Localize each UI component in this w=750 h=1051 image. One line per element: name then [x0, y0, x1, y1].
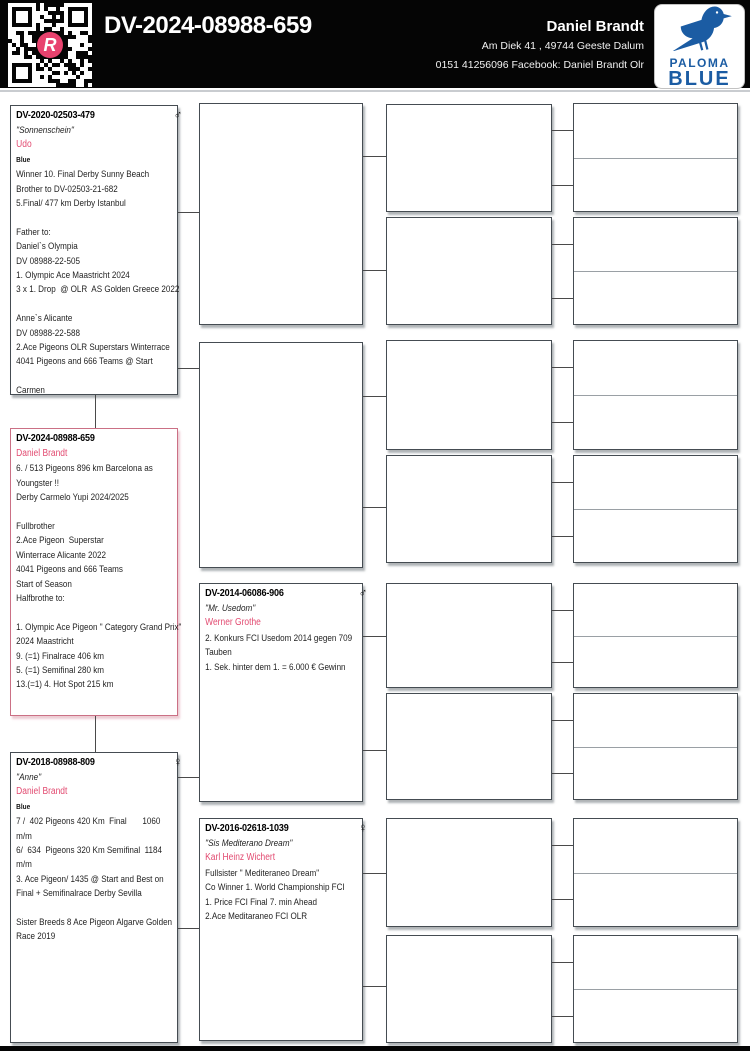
connector-line — [178, 928, 199, 929]
achievement-line: DV 08988-22-505 — [16, 254, 80, 266]
connector-line — [363, 396, 386, 397]
owner-contact: 0151 41256096 Facebook: Daniel Brandt Olr — [435, 59, 644, 71]
footer-bar — [0, 1046, 750, 1051]
connector-line — [178, 368, 199, 369]
pigeon-icon — [663, 5, 737, 51]
pair-divider-line — [574, 873, 737, 874]
color-line: Blue — [16, 801, 31, 811]
pair-divider-line — [574, 636, 737, 637]
fancier-name: Udo — [16, 139, 32, 151]
achievement-lines — [205, 866, 367, 924]
connector-line — [552, 899, 573, 900]
ring-number: DV-2016-02618-1039 — [205, 822, 289, 834]
ring-number: DV-2024-08988-659 — [16, 432, 95, 444]
achievement-line: Carmen — [16, 384, 45, 396]
pair-divider-line — [574, 158, 737, 159]
logo-text-blue: BLUE — [668, 68, 731, 89]
achievement-lines — [205, 631, 367, 674]
achievement-line: Fullsister " Mediteraneo Dream" — [205, 866, 320, 878]
connector-line — [552, 367, 573, 368]
bird-name: "Sonnenschein" — [16, 125, 74, 136]
achievement-line — [16, 605, 182, 619]
achievement-line: Winner 10. Final Derby Sunny Beach — [16, 168, 150, 180]
achievement-line: 1. Olympic Ace Pigeon " Category Grand Prix" — [16, 620, 182, 632]
pedigree-box-ggp-empty — [386, 455, 552, 563]
connector-line — [552, 773, 573, 774]
fancier-name: Daniel Brandt — [16, 448, 68, 459]
pedigree-box-ggp-empty — [386, 104, 552, 212]
achievement-line: Youngster !! — [16, 476, 60, 488]
achievement-line: 6/ 634 Pigeons 320 Km Semifinal 1184 — [16, 844, 163, 856]
pedigree-box-ggp-empty — [386, 693, 552, 800]
achievement-line: 2. Konkurs FCI Usedom 2014 gegen 709 — [205, 631, 353, 643]
pedigree-box-paternal-granddam-empty — [199, 342, 363, 568]
owner-block — [436, 17, 644, 75]
female-symbol-icon: ♀ — [358, 820, 368, 835]
connector-line — [363, 636, 386, 637]
page-title: DV-2024-08988-659 — [104, 12, 312, 39]
pedigree-box-ggp-empty — [386, 818, 552, 927]
ring-number: DV-2020-02503-479 — [16, 109, 95, 121]
achievement-line: m/m — [16, 829, 32, 841]
pedigree-box-mother — [10, 752, 183, 1043]
achievement-line: Brother to DV-02503-21-682 — [16, 182, 118, 194]
connector-line — [552, 422, 573, 423]
color-line: Blue — [16, 154, 31, 164]
achievement-line: Derby Carmelo Yupi 2024/2025 — [16, 491, 129, 503]
connector-line — [552, 962, 573, 963]
ring-number: DV-2018-08988-809 — [16, 756, 95, 768]
male-symbol-icon: ♂ — [173, 107, 183, 122]
connector-line — [363, 270, 386, 271]
pedigree-box-gggp-pair-empty — [573, 340, 738, 450]
achievement-line: 1. Price FCI Final 7. min Ahead — [205, 895, 318, 907]
connector-line — [552, 662, 573, 663]
achievement-line: 3. Ace Pigeon/ 1435 @ Start and Best on — [16, 872, 164, 884]
achievement-line: DV 08988-22-588 — [16, 326, 80, 338]
achievement-line: Final + Semifinalrace Derby Sevilla — [16, 887, 142, 899]
connector-line — [178, 212, 199, 213]
achievement-lines — [16, 167, 182, 397]
pedigree-box-ggp-empty — [386, 217, 552, 325]
pedigree-box-ggp-empty — [386, 340, 552, 450]
connector-line — [552, 482, 573, 483]
pair-divider-line — [574, 747, 737, 748]
pedigree-box-ggp-empty — [386, 583, 552, 688]
connector-line — [552, 845, 573, 846]
achievement-line — [16, 210, 182, 224]
achievement-line: 2.Ace Pigeon Superstar — [16, 534, 104, 546]
pedigree-box-ggp-empty — [386, 935, 552, 1043]
achievement-line: 5.Final/ 477 km Derby Istanbul — [16, 197, 126, 209]
connector-line — [178, 777, 199, 778]
bird-name: "Mr. Usedom" — [205, 603, 256, 614]
achievement-line: 1. Sek. hinter dem 1. = 6.000 € Gewinn — [205, 660, 346, 672]
header-divider-line — [0, 90, 750, 92]
pedigree-box-maternal-granddam — [199, 818, 368, 1041]
achievement-line — [16, 505, 182, 519]
achievement-line: Daniel`s Olympia — [16, 240, 78, 252]
pedigree-box-maternal-grandsire — [199, 583, 368, 802]
achievement-line: m/m — [16, 858, 32, 870]
pedigree-box-gggp-pair-empty — [573, 693, 738, 800]
achievement-line: 5. (=1) Semifinal 280 km — [16, 664, 104, 676]
header-bar — [0, 0, 750, 88]
paloma-blue-logo — [654, 4, 745, 89]
connector-line — [363, 873, 386, 874]
achievement-line: Tauben — [205, 646, 232, 658]
achievement-lines — [16, 814, 182, 944]
pedigree-box-paternal-grandsire-empty — [199, 103, 363, 325]
logo-text-paloma: PALOMA — [669, 56, 730, 70]
connector-line — [552, 610, 573, 611]
connector-line — [363, 507, 386, 508]
owner-address: Am Diek 41 , 49744 Geeste Dalum — [481, 40, 644, 52]
achievement-line — [16, 901, 182, 915]
ring-number: DV-2014-06086-906 — [205, 587, 284, 599]
achievement-line: Winterrace Alicante 2022 — [16, 548, 107, 560]
achievement-line: 2.Ace Pigeons OLR Superstars Winterrace — [16, 341, 170, 353]
connector-line — [363, 986, 386, 987]
pedigree-box-gggp-pair-empty — [573, 103, 738, 212]
connector-line — [363, 156, 386, 157]
achievement-line: Halfbrothe to: — [16, 592, 65, 604]
achievement-line: 9. (=1) Finalrace 406 km — [16, 649, 104, 661]
fancier-name: Daniel Brandt — [16, 786, 68, 798]
bird-name: "Anne" — [16, 772, 42, 783]
connector-line — [552, 244, 573, 245]
achievement-line: Race 2019 — [16, 930, 56, 942]
achievement-line: 6. / 513 Pigeons 896 km Barcelona as — [16, 462, 153, 474]
achievement-line: 4041 Pigeons and 666 Teams — [16, 563, 123, 575]
svg-text:R: R — [43, 35, 57, 55]
fancier-name: Karl Heinz Wichert — [205, 852, 276, 864]
pair-divider-line — [574, 989, 737, 990]
connector-line — [95, 395, 96, 428]
connector-line — [552, 536, 573, 537]
achievement-line: 1. Olympic Ace Maastricht 2024 — [16, 269, 130, 281]
pedigree-box-gggp-pair-empty — [573, 818, 738, 927]
connector-line — [95, 716, 96, 752]
achievement-line — [16, 297, 182, 311]
pair-divider-line — [574, 271, 737, 272]
achievement-line: Father to: — [16, 225, 51, 237]
connector-line — [552, 298, 573, 299]
pair-divider-line — [574, 509, 737, 510]
qr-code-image — [8, 3, 92, 87]
pedigree-box-subject — [10, 428, 182, 716]
achievement-line: 2.Ace Meditaraneo FCI OLR — [205, 910, 308, 922]
connector-line — [363, 750, 386, 751]
achievement-line: 13.(=1) 4. Hot Spot 215 km — [16, 678, 114, 690]
connector-line — [552, 1016, 573, 1017]
female-symbol-icon: ♀ — [173, 754, 183, 769]
achievement-line — [16, 369, 182, 383]
achievement-line: 3 x 1. Drop @ OLR AS Golden Greece 2022 — [16, 283, 180, 295]
qr-code — [8, 3, 92, 87]
achievement-line: Sister Breeds 8 Ace Pigeon Algarve Golden — [16, 916, 173, 928]
pedigree-box-gggp-pair-empty — [573, 217, 738, 325]
bird-name: "Sis Mediterano Dream" — [205, 838, 293, 849]
fancier-name: Werner Grothe — [205, 617, 261, 629]
pedigree-box-gggp-pair-empty — [573, 935, 738, 1043]
male-symbol-icon: ♂ — [358, 585, 368, 600]
achievement-lines — [16, 461, 182, 691]
connector-line — [552, 185, 573, 186]
achievement-line: Start of Season — [16, 577, 72, 589]
achievement-line: 7 / 402 Pigeons 420 Km Final 1060 — [16, 815, 161, 827]
connector-line — [552, 720, 573, 721]
pedigree-box-gggp-pair-empty — [573, 455, 738, 563]
achievement-line: Anne`s Alicante — [16, 312, 73, 324]
achievement-line: 2024 Maastricht — [16, 635, 74, 647]
pedigree-box-father — [10, 105, 183, 396]
pair-divider-line — [574, 395, 737, 396]
owner-name: Daniel Brandt — [546, 18, 644, 35]
achievement-line: Co Winner 1. World Championship FCI — [205, 881, 345, 893]
pedigree-box-gggp-pair-empty — [573, 583, 738, 688]
achievement-line: 4041 Pigeons and 666 Teams @ Start — [16, 355, 153, 367]
connector-line — [552, 130, 573, 131]
achievement-line: Fullbrother — [16, 520, 55, 532]
